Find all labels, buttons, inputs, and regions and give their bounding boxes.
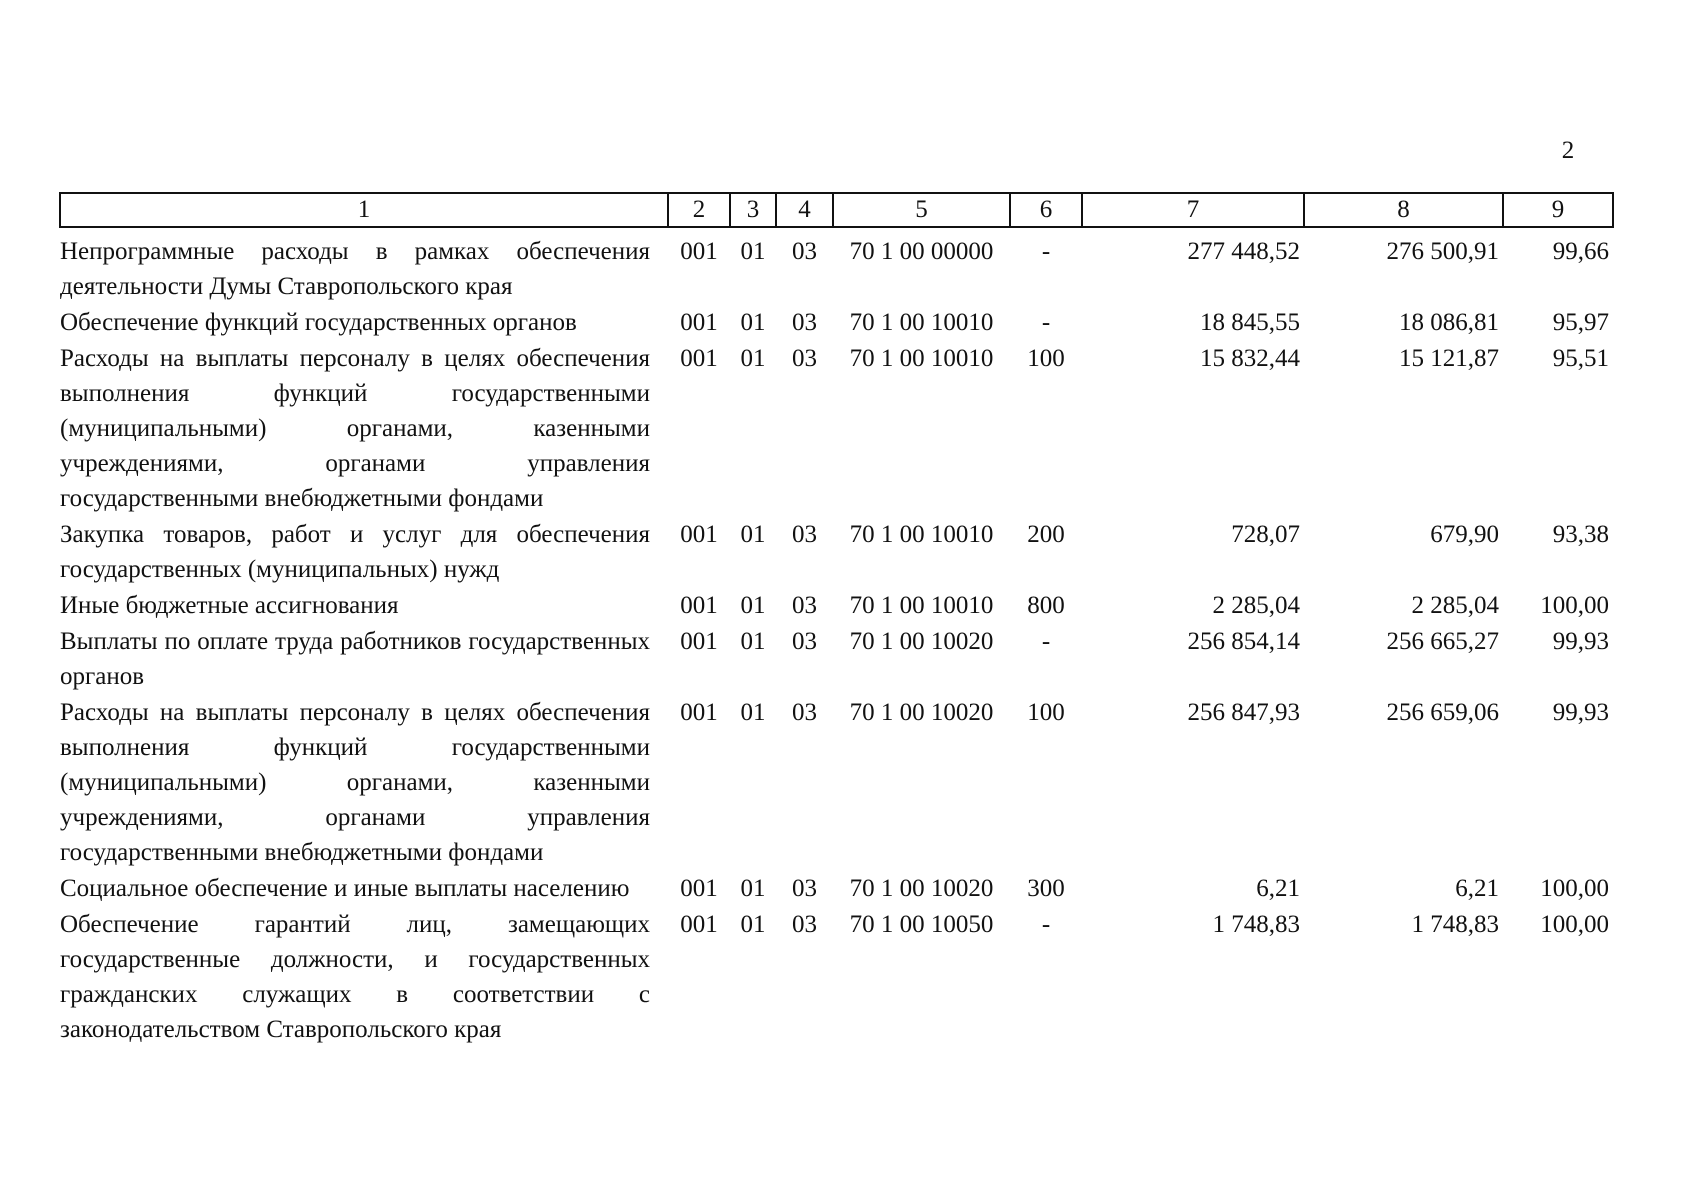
row-value-8: 2 285,04: [1411, 592, 1499, 619]
row-code-5: 70 1 00 10020: [849, 628, 994, 655]
row-value-9: 95,97: [1552, 309, 1609, 336]
row-name: Закупка товаров, работ и услуг для обеспечения государственных (муниципальных) нужд: [60, 521, 650, 583]
row-code-2: 001: [680, 875, 718, 902]
table-row: [60, 694, 1613, 870]
row-code-3: 01: [740, 875, 766, 902]
row-code-6: 800: [1027, 592, 1065, 619]
row-code-2: 001: [680, 309, 718, 336]
row-code-2: 001: [680, 628, 718, 655]
row-value-8: 256 665,27: [1386, 628, 1499, 655]
row-value-9: 100,00: [1540, 911, 1609, 938]
table-row: [60, 304, 1613, 340]
row-code-6: 100: [1027, 699, 1065, 726]
row-value-8: 1 748,83: [1411, 911, 1499, 938]
table-row: [60, 516, 1613, 587]
row-code-3: 01: [740, 592, 766, 619]
row-code-6: 300: [1027, 875, 1065, 902]
row-code-2: 001: [680, 238, 718, 265]
row-code-6: -: [1041, 309, 1051, 336]
column-header: 7: [1082, 193, 1304, 227]
row-name: Расходы на выплаты персоналу в целях обеспечения выполнения функций государственными (муниципальными) органами, казенными учреждениями, органами управления государственными внебюджетными фондами: [60, 699, 650, 866]
row-value-9: 99,93: [1552, 699, 1609, 726]
row-code-5: 70 1 00 10020: [849, 699, 994, 726]
column-header: 2: [668, 193, 730, 227]
budget-table: [59, 192, 1614, 1047]
row-value-9: 99,66: [1552, 238, 1609, 265]
row-value-7: 2 285,04: [1212, 592, 1300, 619]
row-code-4: 03: [792, 911, 817, 938]
row-name: Непрограммные расходы в рамках обеспечения деятельности Думы Ставропольского края: [60, 238, 650, 300]
table-row: [60, 587, 1613, 623]
row-value-7: 18 845,55: [1200, 309, 1300, 336]
row-value-9: 100,00: [1540, 875, 1609, 902]
row-code-5: 70 1 00 00000: [849, 238, 994, 265]
column-header: 4: [776, 193, 833, 227]
row-code-6: 100: [1027, 345, 1065, 372]
column-header: 1: [60, 193, 668, 227]
row-value-8: 6,21: [1455, 875, 1499, 902]
table-row: [60, 340, 1613, 516]
row-code-4: 03: [792, 592, 817, 619]
table-row: [60, 870, 1613, 906]
row-value-8: 276 500,91: [1386, 238, 1499, 265]
page-number: 2: [1561, 137, 1575, 164]
table-row: [60, 227, 1613, 304]
table-row: [60, 623, 1613, 694]
row-code-2: 001: [680, 911, 718, 938]
row-name: Обеспечение функций государственных органов: [60, 309, 577, 336]
row-value-8: 18 086,81: [1399, 309, 1499, 336]
column-header: 5: [833, 193, 1010, 227]
row-code-4: 03: [792, 238, 817, 265]
table-row: [60, 906, 1613, 1047]
row-code-6: -: [1041, 628, 1051, 655]
row-code-3: 01: [740, 911, 766, 938]
column-header: 3: [730, 193, 776, 227]
row-name: Расходы на выплаты персоналу в целях обеспечения выполнения функций государственными (муниципальными) органами, казенными учреждениями, органами управления государственными внебюджетными фондами: [60, 345, 650, 512]
column-header: 6: [1010, 193, 1082, 227]
row-code-4: 03: [792, 521, 817, 548]
row-code-6: 200: [1027, 521, 1065, 548]
row-code-4: 03: [792, 309, 817, 336]
row-code-5: 70 1 00 10010: [849, 345, 994, 372]
row-code-4: 03: [792, 875, 817, 902]
row-value-7: 15 832,44: [1200, 345, 1300, 372]
row-value-8: 256 659,06: [1386, 699, 1499, 726]
row-code-3: 01: [740, 628, 766, 655]
row-value-7: 277 448,52: [1187, 238, 1300, 265]
row-value-7: 256 854,14: [1187, 628, 1300, 655]
row-code-5: 70 1 00 10020: [849, 875, 994, 902]
row-value-9: 95,51: [1552, 345, 1609, 372]
row-code-5: 70 1 00 10010: [849, 592, 994, 619]
row-code-5: 70 1 00 10050: [849, 911, 994, 938]
row-value-9: 99,93: [1552, 628, 1609, 655]
row-code-5: 70 1 00 10010: [849, 521, 994, 548]
row-code-3: 01: [740, 345, 766, 372]
row-name: Иные бюджетные ассигнования: [60, 592, 399, 619]
row-name: Обеспечение гарантий лиц, замещающих государственные должности, и государственных гражданских служащих в соответствии с законодательством Ставропольского края: [60, 911, 650, 1043]
row-code-4: 03: [792, 699, 817, 726]
row-code-2: 001: [680, 699, 718, 726]
row-value-7: 1 748,83: [1212, 911, 1300, 938]
row-code-3: 01: [740, 521, 766, 548]
row-code-2: 001: [680, 345, 718, 372]
row-value-8: 679,90: [1430, 521, 1499, 548]
row-code-2: 001: [680, 521, 718, 548]
row-code-6: -: [1041, 911, 1051, 938]
row-name: Выплаты по оплате труда работников государственных органов: [60, 628, 650, 690]
row-value-7: 256 847,93: [1187, 699, 1300, 726]
row-code-3: 01: [740, 699, 766, 726]
column-header: 8: [1304, 193, 1503, 227]
row-value-7: 6,21: [1256, 875, 1300, 902]
row-value-9: 93,38: [1552, 521, 1609, 548]
row-code-4: 03: [792, 345, 817, 372]
row-value-7: 728,07: [1231, 521, 1300, 548]
row-code-4: 03: [792, 628, 817, 655]
row-code-3: 01: [740, 238, 766, 265]
header-row: [60, 193, 1613, 227]
row-code-2: 001: [680, 592, 718, 619]
row-code-5: 70 1 00 10010: [849, 309, 994, 336]
row-code-6: -: [1041, 238, 1051, 265]
row-value-9: 100,00: [1540, 592, 1609, 619]
row-value-8: 15 121,87: [1399, 345, 1499, 372]
column-header: 9: [1503, 193, 1613, 227]
row-name: Социальное обеспечение и иные выплаты населению: [60, 875, 630, 902]
row-code-3: 01: [740, 309, 766, 336]
